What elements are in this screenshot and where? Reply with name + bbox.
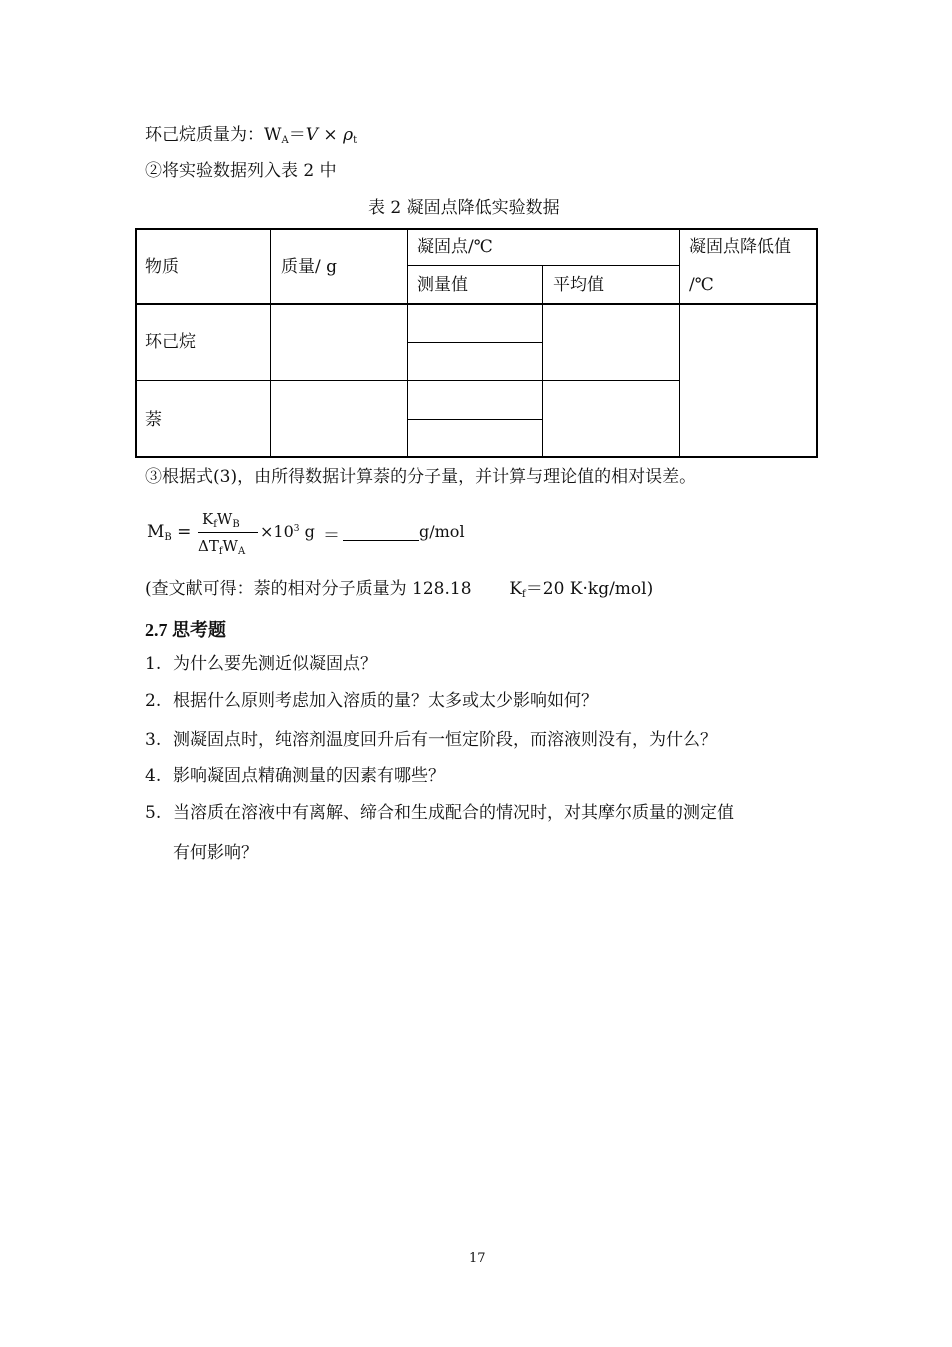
section-title: 思考题 <box>172 620 226 640</box>
row-label-cyclohexane: 环己烷 <box>145 332 196 352</box>
table-border-right <box>816 228 818 458</box>
gram-unit: g <box>299 522 315 541</box>
question-4 <box>145 765 445 787</box>
step2-text: ②将实验数据列入表 2 中 <box>145 161 337 181</box>
question-1 <box>145 653 377 675</box>
formula-equals: = <box>171 522 192 542</box>
den-t-sub: f <box>218 546 223 557</box>
question-3 <box>145 729 717 751</box>
step3-text: ③根据式(3)，由所得数据计算萘的分子量，并计算与理论值的相对误差。 <box>145 467 697 487</box>
question-text: 当溶质在溶液中有离解、缔合和生成配合的情况时，对其摩尔质量的测定值 <box>173 803 734 823</box>
question-text: 影响凝固点精确测量的因素有哪些？ <box>173 766 445 786</box>
question-text: 测凝固点时，纯溶剂温度回升后有一恒定阶段，而溶液则没有，为什么？ <box>173 730 717 750</box>
header-substance: 物质 <box>145 257 179 277</box>
formula-eq2: ＝ <box>323 526 340 546</box>
den-w-sub: A <box>237 546 246 557</box>
question-num: 3. <box>145 730 162 750</box>
table-hline-row2-mid <box>407 419 543 420</box>
formula-m-sub: B <box>164 532 172 543</box>
num-w: W <box>216 510 233 528</box>
question-5 <box>145 802 734 824</box>
formula-unit: g/mol <box>419 522 465 541</box>
reference-sub: f <box>522 589 526 600</box>
header-depression-2: /℃ <box>689 275 714 295</box>
mass-v: V <box>305 125 318 145</box>
den-delta-t: ΔT <box>198 537 219 555</box>
table-border-left <box>135 228 137 458</box>
reference-text: (查文献可得：萘的相对分子质量为 128.18 K <box>145 579 523 599</box>
question-num: 5. <box>145 803 162 823</box>
table-vline-1 <box>270 228 271 458</box>
question-num: 2. <box>145 691 162 711</box>
section-heading <box>145 616 226 642</box>
reference-line <box>145 578 653 606</box>
question-5-continuation: 有何影响？ <box>173 843 258 863</box>
den-w: W <box>222 537 238 555</box>
section-number: 2.7 <box>145 620 168 640</box>
mass-rho: ρ <box>343 125 354 145</box>
table-border-bottom <box>135 456 818 458</box>
question-num: 1. <box>145 654 162 674</box>
mass-sub-t: t <box>353 135 358 146</box>
header-mass: 质量/ g <box>281 257 338 277</box>
question-2 <box>145 690 598 712</box>
table-vline-2 <box>407 228 408 458</box>
table-caption: 表 2 凝固点降低实验数据 <box>368 198 560 218</box>
mass-sub-a: A <box>281 135 289 146</box>
table-vline-3 <box>542 266 543 458</box>
row-label-naphthalene: 萘 <box>145 410 162 430</box>
formula-m: M <box>147 522 165 542</box>
num-w-sub: B <box>232 519 240 530</box>
formula-rhs <box>260 522 315 541</box>
question-text: 为什么要先测近似凝固点？ <box>173 654 377 674</box>
fraction-bar <box>198 532 258 533</box>
table-hline-row-split <box>135 380 680 381</box>
exponent: 3 <box>293 524 300 534</box>
header-depression-1: 凝固点降低值 <box>689 237 791 257</box>
formula-lhs <box>147 522 191 543</box>
header-average: 平均值 <box>553 275 604 295</box>
mass-formula-line <box>145 124 357 152</box>
table-vline-4 <box>679 228 680 458</box>
header-freezing-point: 凝固点/℃ <box>417 237 493 257</box>
times-ten: ×10 <box>260 522 294 541</box>
question-num: 4. <box>145 766 162 786</box>
table-border-top <box>135 228 818 230</box>
table-hline-header-split <box>407 265 680 266</box>
formula-denominator <box>198 537 245 557</box>
page-number: 17 <box>469 1251 486 1266</box>
table-hline-header-bottom <box>135 303 818 305</box>
formula-numerator <box>202 510 240 530</box>
table-hline-row1-mid <box>407 342 543 343</box>
num-k: K <box>202 510 214 528</box>
reference-tail: ＝20 K·kg/mol) <box>525 579 654 599</box>
mass-prefix: 环己烷质量为：W <box>145 125 282 145</box>
mass-eq: ＝ <box>288 125 306 145</box>
answer-blank <box>343 540 419 541</box>
num-k-sub: f <box>213 519 217 530</box>
mass-times: × <box>318 125 344 145</box>
question-text: 根据什么原则考虑加入溶质的量？太多或太少影响如何？ <box>173 691 598 711</box>
header-measured: 测量值 <box>417 275 468 295</box>
